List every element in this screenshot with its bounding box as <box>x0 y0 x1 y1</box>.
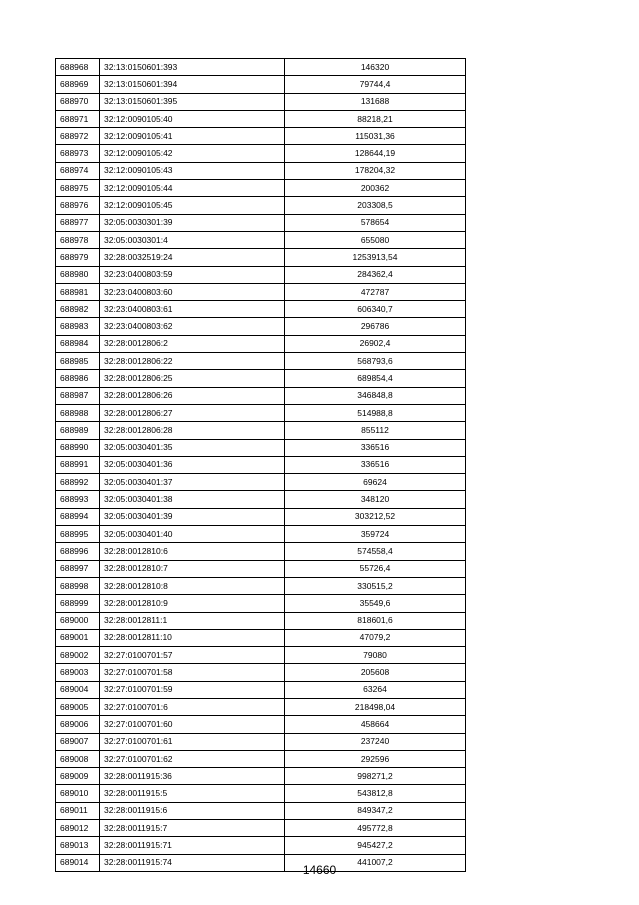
value-cell: 128644,19 <box>285 145 466 162</box>
table-row <box>56 128 466 145</box>
cadastral-number-cell: 32:28:0032519:24 <box>100 249 285 266</box>
row-id-cell: 689000 <box>56 612 100 629</box>
cadastral-number-cell: 32:27:0100701:61 <box>100 733 285 750</box>
row-id-cell: 688976 <box>56 197 100 214</box>
row-id-cell: 688968 <box>56 59 100 76</box>
cadastral-number-cell: 32:28:0012806:22 <box>100 353 285 370</box>
table-row <box>56 370 466 387</box>
table-row <box>56 197 466 214</box>
cadastral-number-cell: 32:13:0150601:393 <box>100 59 285 76</box>
value-cell: 818601,6 <box>285 612 466 629</box>
value-cell: 146320 <box>285 59 466 76</box>
cadastral-number-cell: 32:05:0030401:38 <box>100 491 285 508</box>
value-cell: 303212,52 <box>285 508 466 525</box>
cadastral-number-cell: 32:05:0030401:40 <box>100 526 285 543</box>
row-id-cell: 688977 <box>56 214 100 231</box>
table-row <box>56 353 466 370</box>
row-id-cell: 688975 <box>56 180 100 197</box>
value-cell: 115031,36 <box>285 128 466 145</box>
row-id-cell: 688994 <box>56 508 100 525</box>
row-id-cell: 688983 <box>56 318 100 335</box>
table-row <box>56 698 466 715</box>
row-id-cell: 689014 <box>56 854 100 871</box>
row-id-cell: 689008 <box>56 750 100 767</box>
cadastral-number-cell: 32:28:0012806:26 <box>100 387 285 404</box>
table-row <box>56 59 466 76</box>
row-id-cell: 688984 <box>56 335 100 352</box>
cadastral-number-cell: 32:27:0100701:62 <box>100 750 285 767</box>
table-row <box>56 76 466 93</box>
table-row <box>56 318 466 335</box>
value-cell: 998271,2 <box>285 768 466 785</box>
cadastral-number-cell: 32:28:0012810:9 <box>100 595 285 612</box>
cadastral-number-cell: 32:28:0011915:74 <box>100 854 285 871</box>
table-row <box>56 162 466 179</box>
value-cell: 945427,2 <box>285 837 466 854</box>
value-cell: 88218,21 <box>285 110 466 127</box>
value-cell: 284362,4 <box>285 266 466 283</box>
table-row <box>56 837 466 854</box>
value-cell: 330515,2 <box>285 577 466 594</box>
cadastral-number-cell: 32:28:0012806:25 <box>100 370 285 387</box>
cadastral-number-cell: 32:05:0030401:37 <box>100 474 285 491</box>
value-cell: 336516 <box>285 439 466 456</box>
cadastral-number-cell: 32:13:0150601:394 <box>100 76 285 93</box>
row-id-cell: 688993 <box>56 491 100 508</box>
value-cell: 237240 <box>285 733 466 750</box>
table-row <box>56 768 466 785</box>
row-id-cell: 688971 <box>56 110 100 127</box>
cadastral-number-cell: 32:27:0100701:58 <box>100 664 285 681</box>
table-row <box>56 612 466 629</box>
row-id-cell: 688989 <box>56 422 100 439</box>
cadastral-number-cell: 32:23:0400803:62 <box>100 318 285 335</box>
row-id-cell: 689003 <box>56 664 100 681</box>
data-table <box>55 58 466 872</box>
row-id-cell: 689006 <box>56 716 100 733</box>
cadastral-number-cell: 32:05:0030401:35 <box>100 439 285 456</box>
value-cell: 200362 <box>285 180 466 197</box>
row-id-cell: 688985 <box>56 353 100 370</box>
value-cell: 218498,04 <box>285 698 466 715</box>
table-row <box>56 301 466 318</box>
table-row <box>56 802 466 819</box>
cadastral-number-cell: 32:12:0090105:42 <box>100 145 285 162</box>
cadastral-number-cell: 32:28:0011915:6 <box>100 802 285 819</box>
table-row <box>56 647 466 664</box>
row-id-cell: 688981 <box>56 283 100 300</box>
cadastral-number-cell: 32:28:0012806:2 <box>100 335 285 352</box>
row-id-cell: 688969 <box>56 76 100 93</box>
value-cell: 441007,2 <box>285 854 466 871</box>
table-row <box>56 629 466 646</box>
value-cell: 495772,8 <box>285 820 466 837</box>
table-row <box>56 733 466 750</box>
cadastral-number-cell: 32:13:0150601:395 <box>100 93 285 110</box>
cadastral-number-cell: 32:28:0011915:7 <box>100 820 285 837</box>
table-row <box>56 681 466 698</box>
value-cell: 336516 <box>285 456 466 473</box>
value-cell: 47079,2 <box>285 629 466 646</box>
row-id-cell: 688996 <box>56 543 100 560</box>
row-id-cell: 688978 <box>56 231 100 248</box>
value-cell: 348120 <box>285 491 466 508</box>
row-id-cell: 688972 <box>56 128 100 145</box>
row-id-cell: 688970 <box>56 93 100 110</box>
page-number: 14660 <box>302 863 337 877</box>
row-id-cell: 688997 <box>56 560 100 577</box>
value-cell: 578654 <box>285 214 466 231</box>
value-cell: 292596 <box>285 750 466 767</box>
table-row <box>56 439 466 456</box>
table-row <box>56 474 466 491</box>
value-cell: 69624 <box>285 474 466 491</box>
cadastral-number-cell: 32:28:0012810:6 <box>100 543 285 560</box>
value-cell: 205608 <box>285 664 466 681</box>
row-id-cell: 689005 <box>56 698 100 715</box>
row-id-cell: 688991 <box>56 456 100 473</box>
table-row <box>56 214 466 231</box>
cadastral-number-cell: 32:28:0012810:8 <box>100 577 285 594</box>
value-cell: 55726,4 <box>285 560 466 577</box>
value-cell: 359724 <box>285 526 466 543</box>
row-id-cell: 689011 <box>56 802 100 819</box>
row-id-cell: 688974 <box>56 162 100 179</box>
row-id-cell: 689007 <box>56 733 100 750</box>
value-cell: 458664 <box>285 716 466 733</box>
cadastral-number-cell: 32:12:0090105:44 <box>100 180 285 197</box>
value-cell: 346848,8 <box>285 387 466 404</box>
cadastral-number-cell: 32:05:0030401:39 <box>100 508 285 525</box>
row-id-cell: 688992 <box>56 474 100 491</box>
table-row <box>56 716 466 733</box>
value-cell: 855112 <box>285 422 466 439</box>
value-cell: 35549,6 <box>285 595 466 612</box>
cadastral-number-cell: 32:27:0100701:6 <box>100 698 285 715</box>
row-id-cell: 688988 <box>56 404 100 421</box>
value-cell: 655080 <box>285 231 466 248</box>
row-id-cell: 688998 <box>56 577 100 594</box>
value-cell: 1253913,54 <box>285 249 466 266</box>
row-id-cell: 688987 <box>56 387 100 404</box>
table-body <box>56 59 466 872</box>
table-row <box>56 526 466 543</box>
cadastral-number-cell: 32:28:0012806:28 <box>100 422 285 439</box>
table-row <box>56 180 466 197</box>
value-cell: 178204,32 <box>285 162 466 179</box>
row-id-cell: 688990 <box>56 439 100 456</box>
cadastral-number-cell: 32:28:0012811:10 <box>100 629 285 646</box>
table-row <box>56 560 466 577</box>
value-cell: 606340,7 <box>285 301 466 318</box>
row-id-cell: 689001 <box>56 629 100 646</box>
row-id-cell: 689004 <box>56 681 100 698</box>
value-cell: 63264 <box>285 681 466 698</box>
row-id-cell: 688999 <box>56 595 100 612</box>
table-row <box>56 387 466 404</box>
table-row <box>56 249 466 266</box>
table-row <box>56 595 466 612</box>
table-row <box>56 266 466 283</box>
cadastral-number-cell: 32:27:0100701:60 <box>100 716 285 733</box>
cadastral-number-cell: 32:28:0012806:27 <box>100 404 285 421</box>
value-cell: 543812,8 <box>285 785 466 802</box>
row-id-cell: 688973 <box>56 145 100 162</box>
cadastral-number-cell: 32:12:0090105:43 <box>100 162 285 179</box>
cadastral-number-cell: 32:12:0090105:45 <box>100 197 285 214</box>
row-id-cell: 689012 <box>56 820 100 837</box>
cadastral-number-cell: 32:27:0100701:59 <box>100 681 285 698</box>
table-row <box>56 283 466 300</box>
row-id-cell: 689013 <box>56 837 100 854</box>
row-id-cell: 688982 <box>56 301 100 318</box>
value-cell: 79080 <box>285 647 466 664</box>
value-cell: 131688 <box>285 93 466 110</box>
cadastral-number-cell: 32:23:0400803:60 <box>100 283 285 300</box>
table-row <box>56 422 466 439</box>
table-row <box>56 335 466 352</box>
cadastral-number-cell: 32:23:0400803:59 <box>100 266 285 283</box>
cadastral-number-cell: 32:05:0030301:39 <box>100 214 285 231</box>
value-cell: 472787 <box>285 283 466 300</box>
table-row <box>56 664 466 681</box>
table-row <box>56 820 466 837</box>
table-row <box>56 577 466 594</box>
row-id-cell: 688980 <box>56 266 100 283</box>
value-cell: 574558,4 <box>285 543 466 560</box>
cadastral-number-cell: 32:28:0012811:1 <box>100 612 285 629</box>
table-row <box>56 110 466 127</box>
table-row <box>56 508 466 525</box>
cadastral-number-cell: 32:05:0030301:4 <box>100 231 285 248</box>
table-row <box>56 404 466 421</box>
value-cell: 296786 <box>285 318 466 335</box>
row-id-cell: 688986 <box>56 370 100 387</box>
table-row <box>56 491 466 508</box>
table-row <box>56 231 466 248</box>
row-id-cell: 688995 <box>56 526 100 543</box>
row-id-cell: 689002 <box>56 647 100 664</box>
row-id-cell: 689010 <box>56 785 100 802</box>
value-cell: 849347,2 <box>285 802 466 819</box>
cadastral-number-cell: 32:12:0090105:41 <box>100 128 285 145</box>
value-cell: 689854,4 <box>285 370 466 387</box>
cadastral-number-cell: 32:28:0011915:71 <box>100 837 285 854</box>
table-row <box>56 785 466 802</box>
value-cell: 79744,4 <box>285 76 466 93</box>
cadastral-number-cell: 32:28:0011915:5 <box>100 785 285 802</box>
row-id-cell: 688979 <box>56 249 100 266</box>
value-cell: 203308,5 <box>285 197 466 214</box>
value-cell: 568793,6 <box>285 353 466 370</box>
value-cell: 26902,4 <box>285 335 466 352</box>
cadastral-number-cell: 32:28:0012810:7 <box>100 560 285 577</box>
cadastral-number-cell: 32:28:0011915:36 <box>100 768 285 785</box>
table-row <box>56 456 466 473</box>
table-row <box>56 750 466 767</box>
cadastral-number-cell: 32:12:0090105:40 <box>100 110 285 127</box>
value-cell: 514988,8 <box>285 404 466 421</box>
table-row <box>56 145 466 162</box>
cadastral-number-cell: 32:05:0030401:36 <box>100 456 285 473</box>
table-row <box>56 93 466 110</box>
cadastral-number-cell: 32:23:0400803:61 <box>100 301 285 318</box>
cadastral-number-cell: 32:27:0100701:57 <box>100 647 285 664</box>
table-row <box>56 543 466 560</box>
row-id-cell: 689009 <box>56 768 100 785</box>
